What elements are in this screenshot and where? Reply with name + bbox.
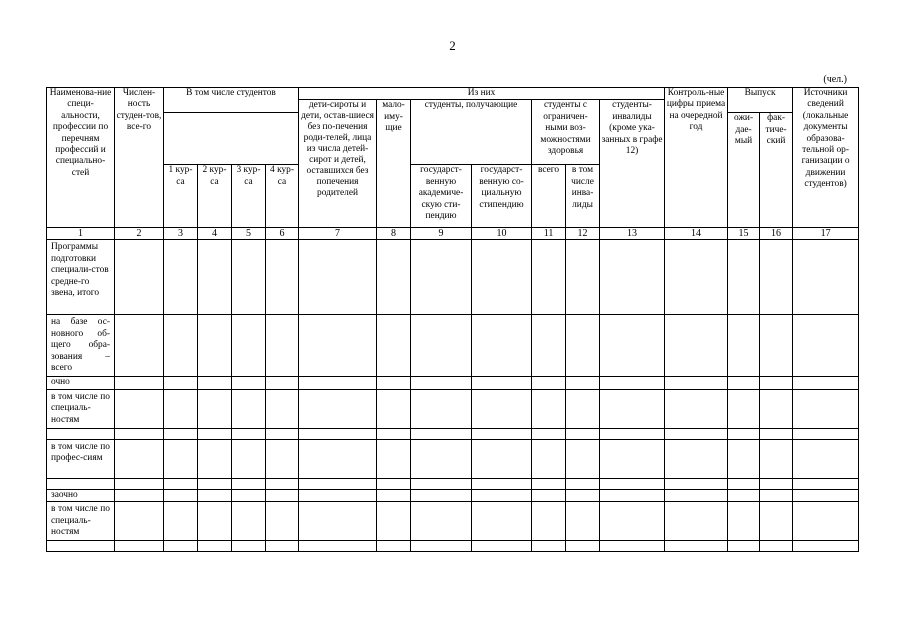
data-cell bbox=[532, 240, 566, 315]
data-cell bbox=[266, 315, 299, 377]
data-cell bbox=[793, 502, 859, 541]
column-number: 14 bbox=[665, 228, 728, 240]
column-number: 7 bbox=[299, 228, 377, 240]
row-blank bbox=[47, 541, 859, 552]
data-cell bbox=[299, 315, 377, 377]
data-cell bbox=[532, 489, 566, 501]
data-cell bbox=[728, 377, 760, 389]
data-cell bbox=[532, 502, 566, 541]
data-cell bbox=[377, 489, 411, 501]
data-cell bbox=[760, 439, 793, 478]
header-orphans: дети-сироты и дети, остав-шиеся без по-печения роди-телей, лица из числа детей-сирот и детей, оставшихся без попечения родителей bbox=[299, 100, 377, 228]
data-cell bbox=[760, 240, 793, 315]
header-students-blank bbox=[164, 113, 299, 165]
data-cell bbox=[665, 389, 728, 428]
page-number: 2 bbox=[449, 38, 456, 53]
data-cell bbox=[198, 389, 232, 428]
data-cell bbox=[665, 428, 728, 439]
column-number: 4 bbox=[198, 228, 232, 240]
column-number: 17 bbox=[793, 228, 859, 240]
data-cell bbox=[472, 478, 532, 489]
data-cell bbox=[377, 315, 411, 377]
data-cell bbox=[600, 439, 665, 478]
data-cell bbox=[760, 315, 793, 377]
data-cell bbox=[411, 478, 472, 489]
data-cell bbox=[793, 478, 859, 489]
data-cell bbox=[665, 489, 728, 501]
data-cell bbox=[164, 377, 198, 389]
data-cell bbox=[198, 541, 232, 552]
row-label-base: на базе ос-новного об-щего обра-зования – всего bbox=[47, 315, 115, 377]
data-cell bbox=[377, 240, 411, 315]
data-cell bbox=[728, 389, 760, 428]
data-cell bbox=[411, 439, 472, 478]
header-sources: Источники сведений (локальные документы образова-тельной ор-ганизации о движении студентов) bbox=[793, 88, 859, 228]
column-number: 16 bbox=[760, 228, 793, 240]
data-cell bbox=[164, 478, 198, 489]
data-cell bbox=[232, 502, 266, 541]
data-cell bbox=[566, 240, 600, 315]
column-number: 8 bbox=[377, 228, 411, 240]
data-cell bbox=[299, 541, 377, 552]
header-name: Наименова-ние специ-альности, профессии по перечням профессий и специально-стей bbox=[47, 88, 115, 228]
data-cell bbox=[266, 389, 299, 428]
data-cell bbox=[232, 240, 266, 315]
header-control: Контроль-ные цифры приема на очередной год bbox=[665, 88, 728, 228]
data-cell bbox=[600, 428, 665, 439]
header-stipend-group: студенты, получающие bbox=[411, 100, 532, 165]
data-cell bbox=[299, 428, 377, 439]
row-incl-prof bbox=[47, 439, 859, 478]
data-cell bbox=[232, 489, 266, 501]
data-cell bbox=[115, 315, 164, 377]
data-cell bbox=[232, 389, 266, 428]
data-cell bbox=[472, 502, 532, 541]
data-cell bbox=[266, 489, 299, 501]
data-cell bbox=[377, 439, 411, 478]
data-cell bbox=[47, 541, 115, 552]
data-cell bbox=[728, 489, 760, 501]
column-number: 6 bbox=[266, 228, 299, 240]
data-cell bbox=[760, 478, 793, 489]
data-cell bbox=[115, 240, 164, 315]
data-cell bbox=[115, 489, 164, 501]
data-cell bbox=[566, 541, 600, 552]
data-cell bbox=[472, 377, 532, 389]
data-cell bbox=[600, 489, 665, 501]
header-course-1: 1 кур-са bbox=[164, 165, 198, 228]
data-cell bbox=[198, 489, 232, 501]
column-number: 5 bbox=[232, 228, 266, 240]
header-course-2: 2 кур-са bbox=[198, 165, 232, 228]
data-cell bbox=[566, 428, 600, 439]
data-cell bbox=[665, 377, 728, 389]
row-base bbox=[47, 315, 859, 377]
data-cell bbox=[532, 377, 566, 389]
data-cell bbox=[299, 377, 377, 389]
unit-label: (чел.) bbox=[823, 74, 847, 85]
data-cell bbox=[115, 389, 164, 428]
header-disabled: студенты-инвалиды (кроме ука-занных в графе 12) bbox=[600, 100, 665, 228]
row-programs bbox=[47, 240, 859, 315]
column-number: 9 bbox=[411, 228, 472, 240]
header-incl-disabled: в том числе инва-лиды bbox=[566, 165, 600, 228]
data-cell bbox=[164, 389, 198, 428]
header-actual: фак-тиче-ский bbox=[760, 113, 793, 228]
data-cell bbox=[115, 502, 164, 541]
column-number: 15 bbox=[728, 228, 760, 240]
column-number: 2 bbox=[115, 228, 164, 240]
data-cell bbox=[472, 240, 532, 315]
data-cell bbox=[760, 428, 793, 439]
statistics-form-table bbox=[46, 87, 859, 552]
header-row-1 bbox=[47, 88, 859, 100]
data-cell bbox=[266, 478, 299, 489]
data-cell bbox=[299, 439, 377, 478]
row-label-incl-spec-2: в том числе по специаль-ностям bbox=[47, 502, 115, 541]
data-cell bbox=[728, 502, 760, 541]
data-cell bbox=[665, 478, 728, 489]
data-cell bbox=[793, 377, 859, 389]
row-blank bbox=[47, 428, 859, 439]
row-ochno bbox=[47, 377, 859, 389]
data-cell bbox=[600, 315, 665, 377]
data-cell bbox=[232, 541, 266, 552]
data-cell bbox=[411, 489, 472, 501]
data-cell bbox=[299, 502, 377, 541]
data-cell bbox=[566, 377, 600, 389]
header-graduation: Выпуск bbox=[728, 88, 793, 113]
data-cell bbox=[600, 502, 665, 541]
data-cell bbox=[760, 502, 793, 541]
data-cell bbox=[532, 541, 566, 552]
data-cell bbox=[600, 478, 665, 489]
data-cell bbox=[266, 439, 299, 478]
header-limited-group: студенты с ограничен-ными воз-можностями здоровья bbox=[532, 100, 600, 165]
data-cell bbox=[665, 240, 728, 315]
row-label-ochno: очно bbox=[47, 377, 115, 389]
column-number: 12 bbox=[566, 228, 600, 240]
header-expected: ожи-дае-мый bbox=[728, 113, 760, 228]
data-cell bbox=[232, 315, 266, 377]
data-cell bbox=[532, 439, 566, 478]
data-cell bbox=[793, 240, 859, 315]
row-label-incl-spec: в том числе по специаль-ностям bbox=[47, 389, 115, 428]
data-cell bbox=[532, 478, 566, 489]
header-social: государст-венную со-циальную стипендию bbox=[472, 165, 532, 228]
data-cell bbox=[47, 428, 115, 439]
data-cell bbox=[164, 240, 198, 315]
header-academic: государст-венную академиче-скую сти-пендию bbox=[411, 165, 472, 228]
data-cell bbox=[115, 377, 164, 389]
data-cell bbox=[411, 377, 472, 389]
data-cell bbox=[198, 240, 232, 315]
data-cell bbox=[760, 377, 793, 389]
column-number: 3 bbox=[164, 228, 198, 240]
data-cell bbox=[377, 541, 411, 552]
data-cell bbox=[266, 541, 299, 552]
data-cell bbox=[665, 439, 728, 478]
data-cell bbox=[198, 315, 232, 377]
data-cell bbox=[377, 389, 411, 428]
data-cell bbox=[377, 502, 411, 541]
data-cell bbox=[566, 439, 600, 478]
row-label-zaochno: заочно bbox=[47, 489, 115, 501]
row-incl-spec-2 bbox=[47, 502, 859, 541]
data-cell bbox=[164, 541, 198, 552]
data-cell bbox=[164, 428, 198, 439]
data-cell bbox=[793, 389, 859, 428]
data-cell bbox=[299, 240, 377, 315]
data-cell bbox=[411, 240, 472, 315]
header-students-group: В том числе студентов bbox=[164, 88, 299, 113]
data-cell bbox=[472, 489, 532, 501]
data-cell bbox=[600, 541, 665, 552]
data-cell bbox=[728, 478, 760, 489]
row-label-programs: Программы подготовки специали-стов средне-го звена, итого bbox=[47, 240, 115, 315]
data-cell bbox=[232, 377, 266, 389]
data-cell bbox=[232, 478, 266, 489]
data-cell bbox=[198, 502, 232, 541]
data-cell bbox=[115, 478, 164, 489]
data-cell bbox=[266, 428, 299, 439]
data-cell bbox=[793, 439, 859, 478]
data-cell bbox=[115, 428, 164, 439]
data-cell bbox=[232, 428, 266, 439]
data-cell bbox=[198, 478, 232, 489]
data-cell bbox=[600, 389, 665, 428]
data-cell bbox=[728, 439, 760, 478]
data-cell bbox=[198, 377, 232, 389]
data-cell bbox=[760, 389, 793, 428]
data-cell bbox=[377, 478, 411, 489]
column-number: 13 bbox=[600, 228, 665, 240]
row-zaochno bbox=[47, 489, 859, 501]
data-cell bbox=[266, 240, 299, 315]
data-cell bbox=[600, 377, 665, 389]
data-cell bbox=[472, 389, 532, 428]
data-cell bbox=[793, 315, 859, 377]
column-number: 1 bbox=[47, 228, 115, 240]
data-cell bbox=[472, 439, 532, 478]
data-cell bbox=[411, 428, 472, 439]
data-cell bbox=[760, 541, 793, 552]
data-cell bbox=[47, 478, 115, 489]
data-cell bbox=[566, 489, 600, 501]
data-cell bbox=[728, 428, 760, 439]
data-cell bbox=[164, 502, 198, 541]
data-cell bbox=[793, 489, 859, 501]
header-course-4: 4 кур-са bbox=[266, 165, 299, 228]
data-cell bbox=[760, 489, 793, 501]
data-cell bbox=[566, 315, 600, 377]
data-cell bbox=[232, 439, 266, 478]
data-cell bbox=[532, 389, 566, 428]
header-iz-nih: Из них bbox=[299, 88, 665, 100]
data-cell bbox=[600, 240, 665, 315]
data-cell bbox=[566, 502, 600, 541]
data-cell bbox=[472, 315, 532, 377]
data-cell bbox=[411, 315, 472, 377]
data-cell bbox=[472, 541, 532, 552]
header-count: Числен-ность студен-тов, все-го bbox=[115, 88, 164, 228]
data-cell bbox=[728, 541, 760, 552]
data-cell bbox=[411, 541, 472, 552]
data-cell bbox=[266, 377, 299, 389]
data-cell bbox=[377, 377, 411, 389]
data-cell bbox=[665, 541, 728, 552]
column-number-row bbox=[47, 228, 859, 240]
data-cell bbox=[299, 478, 377, 489]
data-cell bbox=[793, 428, 859, 439]
data-cell bbox=[164, 489, 198, 501]
data-cell bbox=[665, 315, 728, 377]
data-cell bbox=[115, 541, 164, 552]
data-cell bbox=[472, 428, 532, 439]
row-incl-spec bbox=[47, 389, 859, 428]
header-low-income: мало-иму-щие bbox=[377, 100, 411, 228]
data-cell bbox=[728, 240, 760, 315]
data-cell bbox=[198, 428, 232, 439]
data-cell bbox=[665, 502, 728, 541]
data-cell bbox=[793, 541, 859, 552]
data-cell bbox=[377, 428, 411, 439]
data-cell bbox=[299, 389, 377, 428]
data-cell bbox=[164, 439, 198, 478]
data-cell bbox=[164, 315, 198, 377]
data-cell bbox=[566, 478, 600, 489]
header-total: всего bbox=[532, 165, 566, 228]
data-cell bbox=[728, 315, 760, 377]
column-number: 10 bbox=[472, 228, 532, 240]
row-label-incl-prof: в том числе по профес-сиям bbox=[47, 439, 115, 478]
data-cell bbox=[198, 439, 232, 478]
data-cell bbox=[532, 315, 566, 377]
column-number: 11 bbox=[532, 228, 566, 240]
data-cell bbox=[411, 502, 472, 541]
data-cell bbox=[115, 439, 164, 478]
header-course-3: 3 кур-са bbox=[232, 165, 266, 228]
row-blank bbox=[47, 478, 859, 489]
data-cell bbox=[532, 428, 566, 439]
data-cell bbox=[266, 502, 299, 541]
data-cell bbox=[299, 489, 377, 501]
data-cell bbox=[411, 389, 472, 428]
data-cell bbox=[566, 389, 600, 428]
